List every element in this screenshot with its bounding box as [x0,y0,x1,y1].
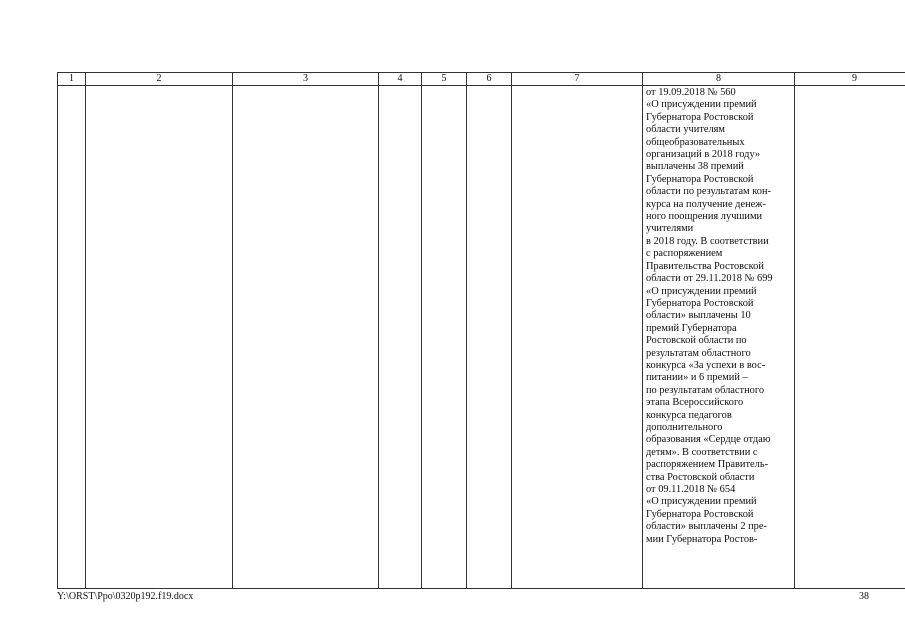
text-line: ства Ростовской области [646,471,755,483]
text-line: ного поощрения лучшими [646,211,763,223]
table-cell [233,86,379,589]
text-line: Губернатора Ростовской [646,297,754,309]
text-line: детям». В соответствии с [646,446,758,458]
document-table-area [57,72,870,587]
column-header: 3 [233,73,379,86]
text-line: премий Губернатора [646,322,737,334]
text-line: образования «Сердце отдаю [646,434,771,446]
text-line: области от 29.11.2018 № 699 [646,273,773,285]
col8-paragraph [646,87,792,546]
text-line: в 2018 году. В соответствии [646,235,769,247]
text-line: питании» и 6 премий – [646,372,748,384]
column-header: 8 [643,73,795,86]
table-cell [379,86,422,589]
column-header: 6 [467,73,512,86]
footer-page-number: 38 [859,591,869,602]
text-line: этапа Всероссийского [646,397,744,409]
table-header-row [58,73,905,86]
table-cell [58,86,86,589]
text-line: от 09.11.2018 № 654 [646,484,736,495]
text-line: организаций в 2018 году» [646,149,761,161]
table-cell [467,86,512,589]
table-cell [86,86,233,589]
text-line: курса на получение денеж- [646,198,766,210]
table-cell [422,86,467,589]
text-line: области» выплачены 2 пре- [646,521,767,533]
text-line: конкурса педагогов [646,409,732,421]
text-line: по результатам областного [646,384,765,396]
column-header: 5 [422,73,467,86]
footer-file-path: Y:\ORST\Ppo\0320p192.f19.docx [57,591,194,602]
text-line: выплачены 38 премий [646,161,744,173]
column-header: 7 [512,73,643,86]
column-header: 1 [58,73,86,86]
text-line: дополнительного [646,421,723,433]
text-line: распоряжением Правитель- [646,459,769,471]
table-cell [795,86,905,589]
text-line: «О присуждении премий [646,496,757,508]
text-line: Губернатора Ростовской [646,508,754,520]
text-line: учителями [646,223,694,235]
data-table [57,72,905,589]
table-cell [512,86,643,589]
text-line: Губернатора Ростовской [646,111,754,123]
text-line: с распоряжением [646,248,723,260]
text-line: Правительства Ростовской [646,260,764,272]
text-line: результатам областного [646,347,751,359]
column-header: 4 [379,73,422,86]
text-line: «О присуждении премий [646,99,757,111]
text-line: конкурса «За успехи в вос- [646,359,766,371]
text-line: Ростовской области по [646,335,747,347]
column-header: 9 [795,73,905,86]
text-line: общеобразовательных [646,136,745,148]
text-line: мии Губернатора Ростов- [646,533,758,545]
text-line: области учителям [646,124,726,136]
table-row [58,86,905,589]
table-cell-col8-text [643,86,795,589]
text-line: «О присуждении премий [646,285,757,297]
text-line: Губернатора Ростовской [646,173,754,185]
text-line: области по результатам кон- [646,186,771,198]
text-line: области» выплачены 10 [646,310,751,322]
text-line: от 19.09.2018 № 560 [646,87,736,98]
column-header: 2 [86,73,233,86]
